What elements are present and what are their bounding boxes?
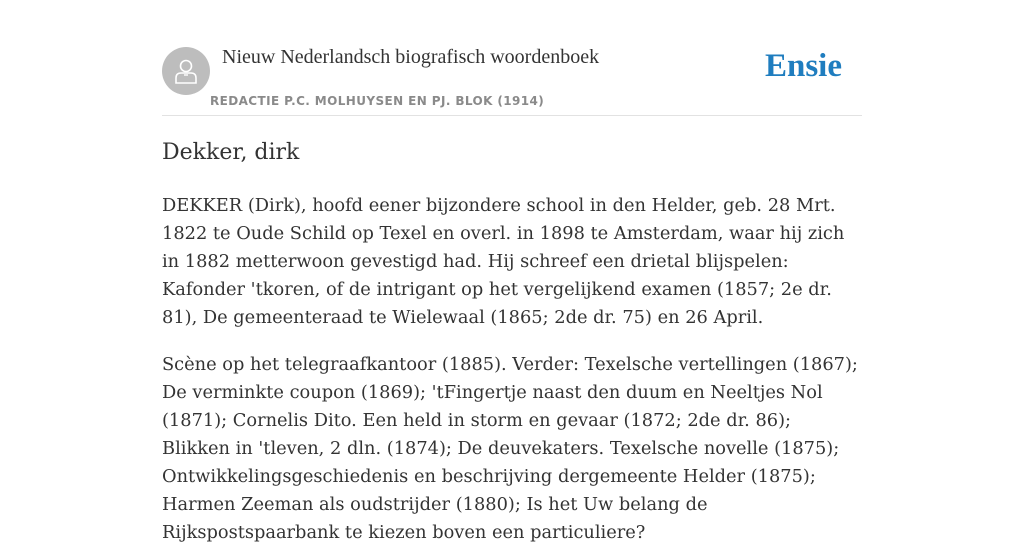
user-icon — [172, 57, 200, 85]
book-editors: REDACTIE P.C. MOLHUYSEN EN PJ. BLOK (1914) — [210, 94, 545, 108]
entry-title: Dekker, dirk — [162, 140, 300, 165]
page — [162, 0, 862, 543]
ensie-logo[interactable]: Ensie — [764, 48, 842, 84]
avatar[interactable] — [162, 47, 210, 95]
entry-paragraph: Scène op het telegraafkantoor (1885). Verder: Texelsche vertellingen (1867); De verminkte coupon (1869); 'tFingertje naast den duum en Neeltjes Nol (1871); Cornelis Dito. Een held in storm en gevaar (1872; 2de dr. 86); Blikken in 'tleven, 2 dln. (1874); De deuvekaters. Texelsche novelle (1875); Ontwikkelingsgeschiedenis en beschrijving dergemeente Helder (1875); Harmen Zeeman als oudstrijder (1880); Is het Uw belang de Rijkspostspaarbank te kiezen boven een particuliere? — [162, 354, 858, 543]
book-title[interactable]: Nieuw Nederlandsch biografisch woordenboek — [222, 46, 600, 68]
header — [162, 0, 862, 116]
entry-paragraph: DEKKER (Dirk), hoofd eener bijzondere school in den Helder, geb. 28 Mrt. 1822 te Oude Schild op Texel en overl. in 1898 te Amsterdam, waar hij zich in 1882 metterwoon gevestigd had. Hij schreef een drietal blijspelen: Kafonder 'tkoren, of de intrigant op het vergelijkend examen (1857; 2e dr. 81), De gemeenteraad te Wielewaal (1865; 2de dr. 75) en 26 April. — [162, 195, 845, 328]
